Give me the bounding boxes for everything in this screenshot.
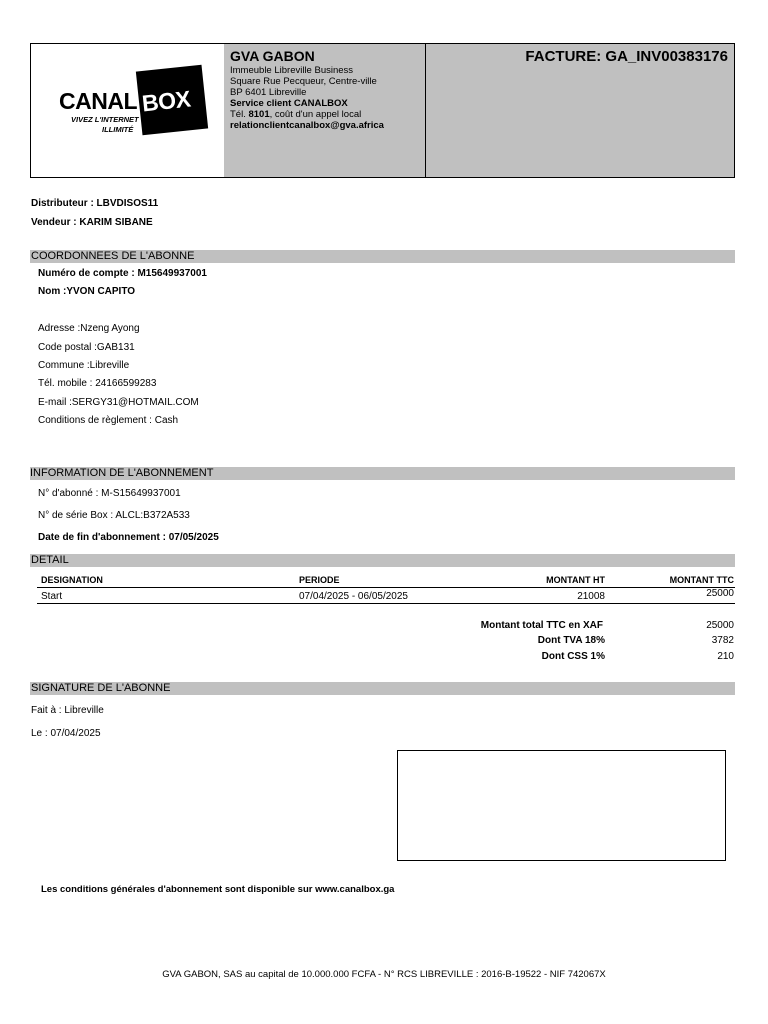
invoice-header <box>30 43 735 178</box>
subscriber-number: N° d'abonné : M-S15649937001 <box>38 488 181 499</box>
company-address-1: Immeuble Libreville Business <box>230 65 354 76</box>
row-designation: Start <box>41 591 63 602</box>
detail-section-bar <box>30 554 735 567</box>
table-row-rule <box>37 603 735 604</box>
subscriber-address: Adresse :Nzeng Ayong <box>38 323 140 334</box>
tva-value: 3782 <box>711 635 734 646</box>
row-amount-ttc: 25000 <box>706 588 734 599</box>
distributor: Distributeur : LBVDISOS11 <box>31 198 159 209</box>
company-email: relationclientcanalbox@gva.africa <box>230 120 384 131</box>
logo-tagline-1: VIVEZ L'INTERNET <box>71 115 139 124</box>
subscriber-mobile: Tél. mobile : 24166599283 <box>38 378 157 389</box>
subscription-section-title: INFORMATION DE L'ABONNEMENT <box>30 467 214 479</box>
invoice-title-cell <box>426 44 734 177</box>
box-serial-number: N° de série Box : ALCL:B372A533 <box>38 510 190 521</box>
company-name: GVA GABON <box>230 48 315 64</box>
col-period: PERIODE <box>299 575 340 585</box>
subscriber-commune: Commune :Libreville <box>38 360 130 371</box>
detail-section-title: DETAIL <box>31 554 69 566</box>
company-phone <box>230 109 361 120</box>
company-info-cell <box>224 44 426 177</box>
phone-prefix: Tél. <box>230 109 249 120</box>
company-service: Service client CANALBOX <box>230 98 348 109</box>
company-address-2: Square Rue Pecqueur, Centre-ville <box>230 76 377 87</box>
payment-conditions: Conditions de règlement : Cash <box>38 415 179 426</box>
col-amount-ht: MONTANT HT <box>546 575 605 585</box>
css-label: Dont CSS 1% <box>541 651 605 662</box>
table-header-rule <box>37 587 735 588</box>
subscriber-email: E-mail :SERGY31@HOTMAIL.COM <box>38 397 199 408</box>
account-number: Numéro de compte : M15649937001 <box>38 268 207 279</box>
logo-cell <box>31 44 225 177</box>
tva-label: Dont TVA 18% <box>537 635 605 646</box>
subscriber-name: Nom :YVON CAPITO <box>38 286 136 297</box>
signature-place: Fait à : Libreville <box>31 705 104 716</box>
subscriber-postal-code: Code postal :GAB131 <box>38 342 135 353</box>
logo-tagline-2: ILLIMITÉ <box>102 125 134 134</box>
company-address-3: BP 6401 Libreville <box>230 87 307 98</box>
row-amount-ht: 21008 <box>577 591 605 602</box>
css-value: 210 <box>717 651 734 662</box>
subscription-end-date: Date de fin d'abonnement : 07/05/2025 <box>38 532 219 543</box>
subscriber-section-title: COORDONNEES DE L'ABONNE <box>31 250 195 262</box>
phone-number: 8101 <box>248 109 270 120</box>
logo-text-box: BOX <box>140 85 192 117</box>
vendor: Vendeur : KARIM SIBANE <box>31 217 153 228</box>
logo-text-canal: CANAL <box>59 88 137 114</box>
phone-suffix: , coût d'un appel local <box>269 109 362 120</box>
total-ttc-value: 25000 <box>706 620 734 631</box>
col-amount-ttc: MONTANT TTC <box>669 575 734 585</box>
conditions-note: Les conditions générales d'abonnement sont disponible sur www.canalbox.ga <box>41 884 395 895</box>
invoice-title: FACTURE: GA_INV00383176 <box>525 48 728 65</box>
signature-box <box>397 750 726 861</box>
total-ttc-label: Montant total TTC en XAF <box>480 620 603 631</box>
col-designation: DESIGNATION <box>41 575 103 585</box>
signature-date: Le : 07/04/2025 <box>31 728 101 739</box>
row-period: 07/04/2025 - 06/05/2025 <box>299 591 408 602</box>
legal-footer: GVA GABON, SAS au capital de 10.000.000 FCFA - N° RCS LIBREVILLE : 2016-B-19522 - NIF 742067X <box>162 969 606 980</box>
signature-section-title: SIGNATURE DE L'ABONNE <box>31 682 171 694</box>
